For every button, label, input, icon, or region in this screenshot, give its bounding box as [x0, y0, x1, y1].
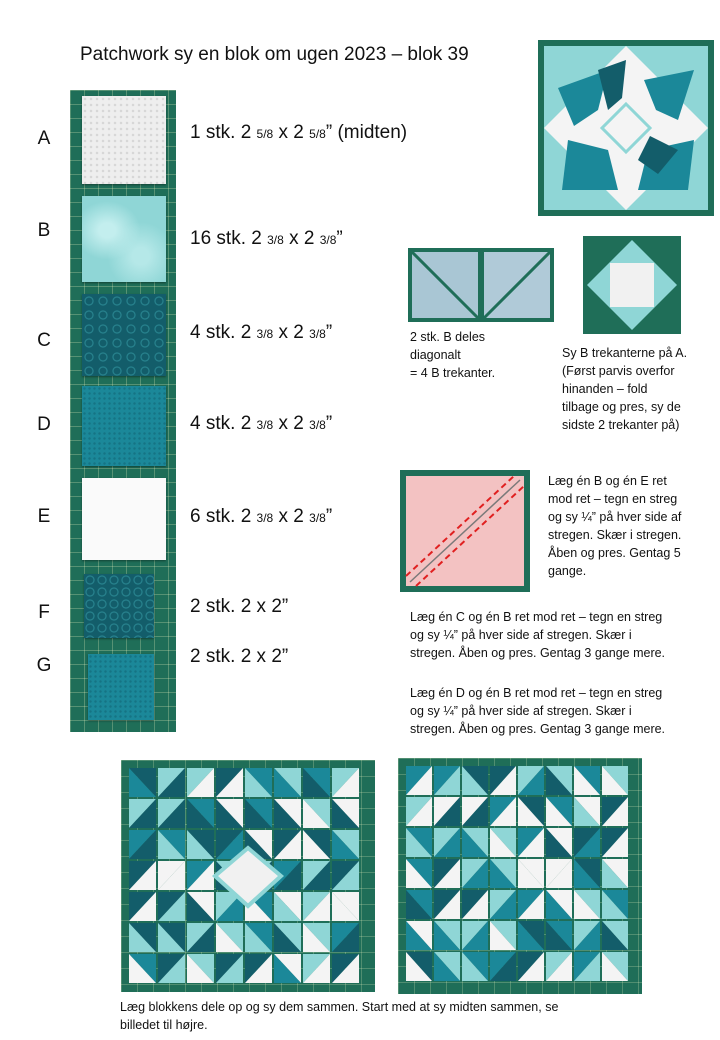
note-sew-on-a: Sy B trekanterne på A. (Først parvis overfor hinanden – fold tilbage og pres, sy de sidste 2 trekanter på): [562, 346, 688, 432]
piece-measure-c: 4 stk. 2 3/8 x 2 3/8”: [190, 322, 333, 343]
note-b-and-e: Læg én B og én E ret mod ret – tegn en streg og sy ¼” på hver side af stregen. Skær i stregen. Åben og pres. Gentag 5 gange.: [548, 474, 682, 578]
piece-letter: A: [37, 128, 51, 149]
fabric-swatch-d: [82, 386, 166, 466]
note-final: Læg blokkens dele op og sy dem sammen. Start med at sy midten sammen, se billedet til højre.: [120, 1000, 559, 1032]
page-title: Patchwork sy en blok om ugen 2023 – blok 39: [80, 44, 469, 65]
piece-measure-g: 2 stk. 2 x 2”: [190, 646, 289, 667]
piece-measure-a: 1 stk. 2 5/8 x 2 5/8” (midten): [190, 122, 408, 143]
piece-measure-b: 16 stk. 2 3/8 x 2 3/8”: [190, 228, 343, 249]
b-split-photo: [408, 248, 554, 322]
piece-measure-e: 6 stk. 2 3/8 x 2 3/8”: [190, 506, 333, 527]
fabric-swatch-e: [82, 478, 166, 560]
piece-letter: D: [37, 414, 51, 435]
piece-letter: G: [36, 655, 52, 676]
layout-photo-right: [398, 758, 642, 994]
fabric-swatch-a: [82, 96, 166, 184]
piece-measure-f: 2 stk. 2 x 2”: [190, 596, 289, 617]
marked-square-photo: [400, 470, 530, 592]
piece-letter: F: [38, 602, 50, 623]
fabric-swatch-f: [84, 574, 154, 638]
fabric-swatch-c: [82, 294, 166, 376]
piece-letter: B: [37, 220, 51, 241]
note-d-and-b: Læg én D og én B ret mod ret – tegn en streg og sy ¼” på hver side af stregen. Skær i stregen. Åben og pres. Gentag 3 gange mere.: [410, 686, 666, 736]
note-split: 2 stk. B deles diagonalt = 4 B trekanter.: [410, 330, 496, 380]
layout-photo-left: [121, 760, 375, 992]
square-in-square-photo: [583, 236, 681, 334]
fabric-swatch-b: [82, 196, 166, 282]
note-c-and-b: Læg én C og én B ret mod ret – tegn en streg og sy ¼” på hver side af stregen. Skær i stregen. Åben og pres. Gentag 3 gange mere.: [410, 610, 666, 660]
piece-measure-d: 4 stk. 2 3/8 x 2 3/8”: [190, 413, 333, 434]
piece-letter: E: [37, 506, 51, 527]
finished-block-photo: [538, 40, 714, 216]
piece-letter: C: [37, 330, 51, 351]
fabric-swatch-g: [88, 654, 154, 720]
fabric-strip-photo: [70, 90, 176, 732]
